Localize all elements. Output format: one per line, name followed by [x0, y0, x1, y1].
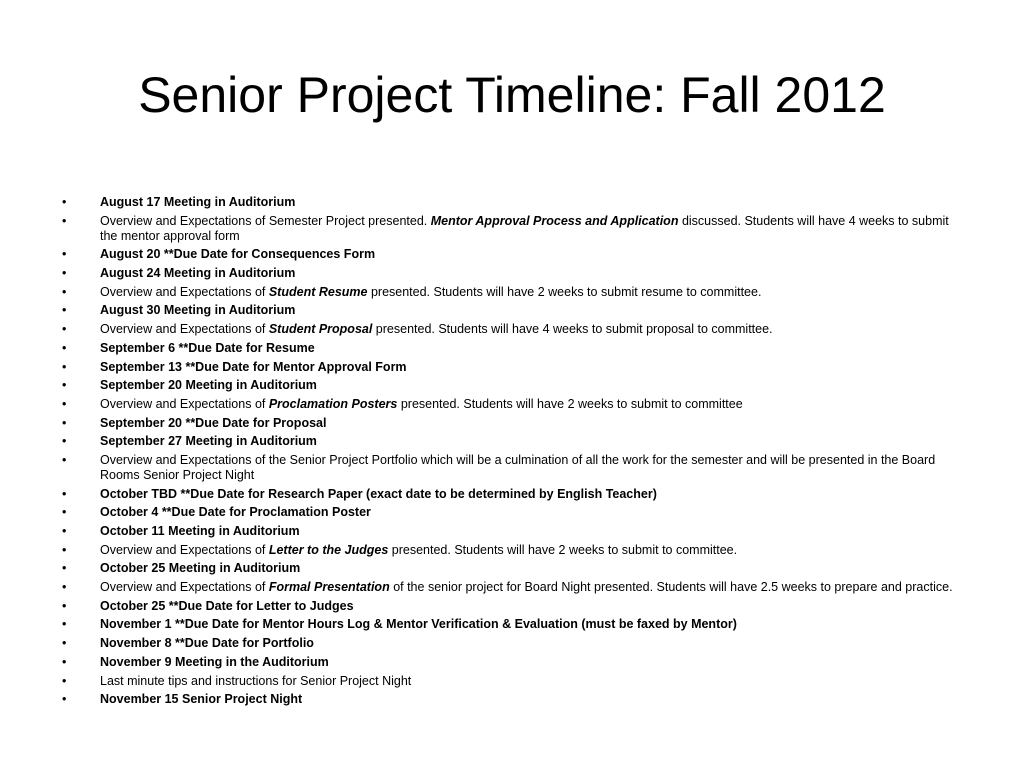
timeline-item	[62, 397, 962, 412]
timeline-item	[62, 247, 962, 262]
bullet-icon: •	[62, 415, 67, 430]
item-emphasis-text: October TBD **Due Date for Research Paper (exact date to be determined by English Teacher)	[100, 486, 657, 501]
item-text: discussed. Students will have 4 weeks to submit the mentor approval form	[100, 213, 949, 243]
bullet-icon: •	[62, 266, 67, 281]
item-emphasis-text: August 24 Meeting in Auditorium	[100, 266, 296, 281]
item-emphasis-text: November 9 Meeting in the Auditorium	[100, 654, 329, 669]
item-text: Overview and Expectations of the Senior Project Portfolio which will be a culmination of all the work for the semester and will be presented in the Board Rooms Senior Project Night	[100, 452, 936, 482]
item-text: Overview and Expectations of	[100, 542, 269, 557]
item-emphasis-text: Mentor Approval Process and Application	[430, 213, 679, 228]
bullet-icon: •	[62, 505, 67, 520]
item-emphasis-text: November 1 **Due Date for Mentor Hours Log & Mentor Verification & Evaluation (must be faxed by Mentor)	[100, 617, 737, 632]
bullet-icon: •	[62, 654, 67, 669]
item-emphasis-text: September 27 Meeting in Auditorium	[100, 434, 317, 449]
bullet-icon: •	[62, 452, 67, 467]
bullet-icon: •	[62, 673, 67, 688]
bullet-icon: •	[62, 359, 67, 374]
item-text: Overview and Expectations of	[100, 396, 269, 411]
timeline-item	[62, 636, 962, 651]
timeline-item	[62, 692, 962, 707]
bullet-icon: •	[62, 598, 67, 613]
timeline-item	[62, 416, 962, 431]
bullet-icon: •	[62, 340, 67, 355]
timeline-item	[62, 561, 962, 576]
item-emphasis-text: Student Resume	[268, 284, 368, 299]
item-emphasis-text: October 4 **Due Date for Proclamation Poster	[100, 505, 371, 520]
bullet-icon: •	[62, 524, 67, 538]
item-text: presented. Students will have 2 weeks to submit resume to committee.	[367, 284, 762, 299]
timeline-item	[62, 303, 962, 318]
bullet-icon: •	[62, 617, 67, 632]
item-emphasis-text: September 20 Meeting in Auditorium	[100, 378, 317, 393]
item-emphasis-text: October 11 Meeting in Auditorium	[100, 524, 300, 538]
timeline-item	[62, 453, 962, 483]
bullet-icon: •	[62, 322, 67, 337]
item-emphasis-text: August 20 **Due Date for Consequences Form	[100, 247, 376, 262]
item-emphasis-text: Proclamation Posters	[268, 396, 398, 411]
item-emphasis-text: August 30 Meeting in Auditorium	[100, 303, 296, 318]
timeline-item	[62, 322, 962, 337]
bullet-icon: •	[62, 542, 67, 557]
timeline-item	[62, 214, 962, 244]
timeline-item	[62, 266, 962, 281]
bullet-icon: •	[62, 213, 67, 228]
timeline-item	[62, 195, 962, 210]
timeline-item	[62, 285, 962, 300]
timeline-item	[62, 524, 962, 539]
bullet-icon: •	[62, 561, 67, 576]
item-emphasis-text: October 25 **Due Date for Letter to Judges	[100, 598, 354, 613]
bullet-icon: •	[62, 247, 67, 262]
timeline-item	[62, 543, 962, 558]
timeline-item	[62, 434, 962, 449]
timeline-item	[62, 599, 962, 614]
timeline-item	[62, 360, 962, 375]
item-text: presented. Students will have 2 weeks to submit to committee	[397, 396, 743, 411]
bullet-icon: •	[62, 486, 67, 501]
bullet-icon: •	[62, 195, 67, 209]
timeline-item	[62, 617, 962, 632]
item-emphasis-text: Student Proposal	[268, 322, 373, 337]
timeline-item	[62, 487, 962, 502]
bullet-icon: •	[62, 580, 67, 595]
bullet-icon: •	[62, 692, 67, 707]
timeline-item	[62, 505, 962, 520]
item-emphasis-text: September 20 **Due Date for Proposal	[100, 415, 327, 430]
item-emphasis-text: August 17 Meeting in Auditorium	[100, 195, 296, 209]
bullet-icon: •	[62, 303, 67, 318]
bullet-icon: •	[62, 396, 67, 411]
item-text: Overview and Expectations of	[100, 284, 269, 299]
item-emphasis-text: November 15 Senior Project Night	[100, 692, 303, 707]
item-text: Overview and Expectations of Semester Project presented.	[100, 213, 431, 228]
bullet-icon: •	[62, 636, 67, 651]
timeline-bullet-list	[62, 195, 962, 711]
timeline-item	[62, 341, 962, 356]
item-text: Overview and Expectations of	[100, 322, 269, 337]
item-text: Overview and Expectations of	[100, 580, 269, 595]
item-emphasis-text: Formal Presentation	[268, 580, 390, 595]
item-emphasis-text: November 8 **Due Date for Portfolio	[100, 636, 314, 651]
bullet-icon: •	[62, 434, 67, 449]
item-emphasis-text: Letter to the Judges	[268, 542, 389, 557]
slide-title: Senior Project Timeline: Fall 2012	[138, 67, 886, 123]
item-text: Last minute tips and instructions for Senior Project Night	[100, 673, 412, 688]
item-emphasis-text: September 13 **Due Date for Mentor Approval Form	[100, 359, 407, 374]
timeline-item	[62, 580, 962, 595]
bullet-icon: •	[62, 284, 67, 299]
item-text: presented. Students will have 4 weeks to submit proposal to committee.	[372, 322, 773, 337]
item-emphasis-text: October 25 Meeting in Auditorium	[100, 561, 301, 576]
item-emphasis-text: September 6 **Due Date for Resume	[100, 340, 315, 355]
bullet-icon: •	[62, 378, 67, 393]
timeline-item	[62, 655, 962, 670]
item-text: of the senior project for Board Night presented. Students will have 2.5 weeks to prepare and practice.	[389, 580, 953, 595]
timeline-item	[62, 674, 962, 689]
item-text: presented. Students will have 2 weeks to submit to committee.	[388, 542, 738, 557]
timeline-item	[62, 378, 962, 393]
